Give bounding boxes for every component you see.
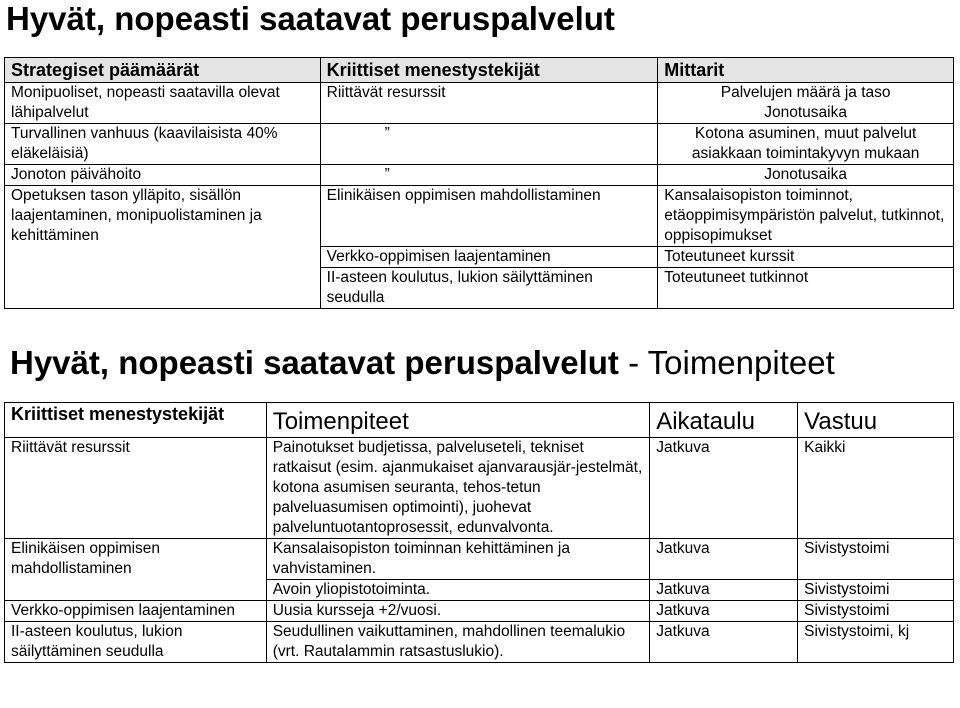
page-title: Hyvät, nopeasti saatavat peruspalvelut [6, 0, 615, 37]
metric-cell: Kansalaisopiston toiminnot, etäoppimisympäristön palvelut, tutkinnot, oppisopimukset [658, 186, 954, 247]
table-row [5, 165, 954, 186]
goal-cell: Jonoton päivähoito [5, 165, 321, 186]
action-cell: Uusia kursseja +2/vuosi. [266, 601, 650, 622]
metric-cell: Palvelujen määrä ja taso Jonotusaika [658, 83, 954, 124]
table-header-row [5, 58, 954, 83]
factor-cell: Elinikäisen oppimisen mahdollistaminen [5, 539, 267, 601]
header-owner: Vastuu [798, 403, 954, 438]
metric-cell: Toteutuneet kurssit [658, 247, 954, 268]
schedule-cell: Jatkuva [650, 539, 798, 580]
factor-cell: Verkko-oppimisen laajentaminen [320, 247, 658, 268]
metric-cell: Kotona asuminen, muut palvelut asiakkaan toimintakyvyn mukaan [658, 124, 954, 165]
schedule-cell: Jatkuva [650, 601, 798, 622]
schedule-cell: Jatkuva [650, 580, 798, 601]
header-goals: Strategiset päämäärät [5, 58, 321, 83]
schedule-cell: Jatkuva [650, 622, 798, 663]
header-actions: Toimenpiteet [266, 403, 650, 438]
schedule-cell: Jatkuva [650, 438, 798, 539]
goal-cell: Opetuksen tason ylläpito, sisällön laajentaminen, monipuolistaminen ja kehittäminen [5, 186, 321, 309]
actions-table [4, 402, 954, 663]
metric-cell: Jonotusaika [658, 165, 954, 186]
table-row [5, 438, 954, 539]
action-cell: Kansalaisopiston toiminnan kehittäminen ja vahvistaminen. [266, 539, 650, 580]
table-row [5, 124, 954, 165]
goal-cell: Monipuoliset, nopeasti saatavilla olevat lähipalvelut [5, 83, 321, 124]
table-row [5, 186, 954, 247]
table-row [5, 622, 954, 663]
table-header-row [5, 403, 954, 438]
header-factors: Kriittiset menestystekijät [320, 58, 658, 83]
header-schedule: Aikataulu [650, 403, 798, 438]
owner-cell: Sivistystoimi [798, 580, 954, 601]
owner-cell: Sivistystoimi, kj [798, 622, 954, 663]
table-row [5, 539, 954, 580]
factor-cell: Verkko-oppimisen laajentaminen [5, 601, 267, 622]
factor-cell: ” [320, 165, 658, 186]
table-row [5, 601, 954, 622]
section-title: Hyvät, nopeasti saatavat peruspalvelut - Toimenpiteet [10, 344, 835, 381]
action-cell: Painotukset budjetissa, palveluseteli, tekniset ratkaisut (esim. ajanmukaiset ajanvarausjär-jestelmät, kotona asumisen seuranta, tehos-tetun palveluasumisen optimointi), juohevat palveluntuotantoprosessit, edunvalvonta. [266, 438, 650, 539]
goal-cell: Turvallinen vanhuus (kaavilaisista 40% eläkeläisiä) [5, 124, 321, 165]
metric-cell: Toteutuneet tutkinnot [658, 268, 954, 309]
factor-cell: Elinikäisen oppimisen mahdollistaminen [320, 186, 658, 247]
factor-cell: II-asteen koulutus, lukion säilyttäminen seudulla [5, 622, 267, 663]
strategy-table [4, 57, 954, 309]
owner-cell: Sivistystoimi [798, 601, 954, 622]
factor-cell: Riittävät resurssit [5, 438, 267, 539]
header-metrics: Mittarit [658, 58, 954, 83]
action-cell: Seudullinen vaikuttaminen, mahdollinen teemalukio (vrt. Rautalammin ratsastuslukio). [266, 622, 650, 663]
owner-cell: Kaikki [798, 438, 954, 539]
table-row [5, 83, 954, 124]
factor-cell: II-asteen koulutus, lukion säilyttäminen seudulla [320, 268, 658, 309]
header-factors: Kriittiset menestystekijät [5, 403, 267, 438]
factor-cell: Riittävät resurssit [320, 83, 658, 124]
action-cell: Avoin yliopistotoiminta. [266, 580, 650, 601]
owner-cell: Sivistystoimi [798, 539, 954, 580]
factor-cell: ” [320, 124, 658, 165]
